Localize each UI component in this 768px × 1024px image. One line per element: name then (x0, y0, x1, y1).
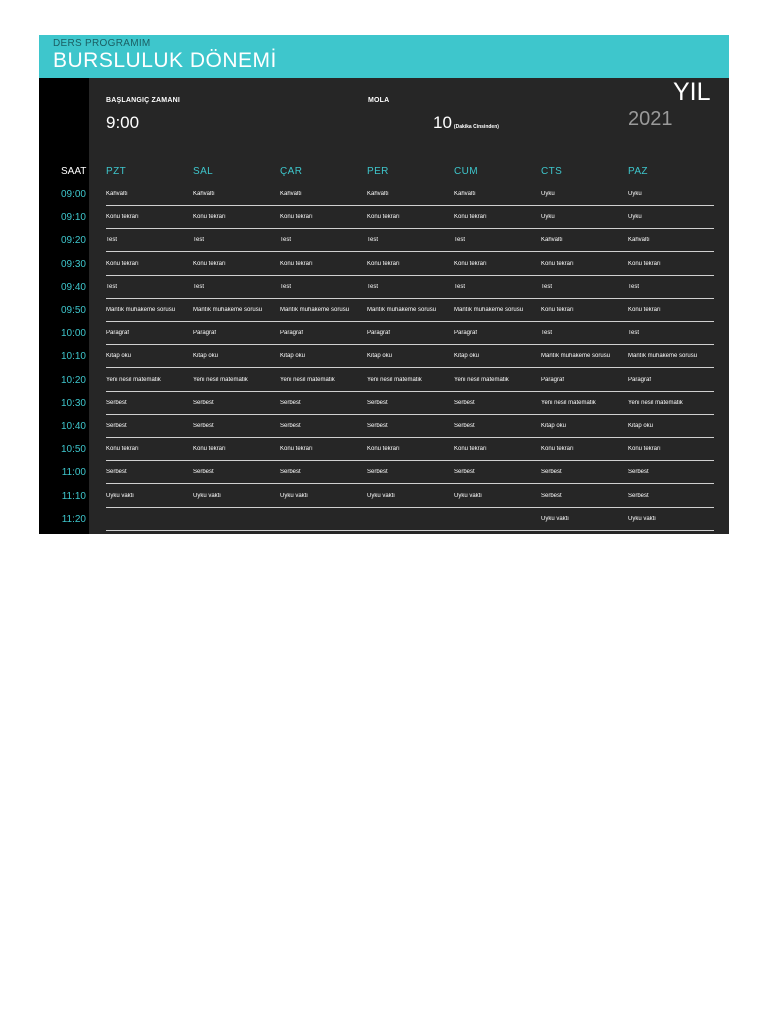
schedule-cell-wed[interactable]: Kitap oku (280, 353, 306, 360)
schedule-cell-fri[interactable]: Serbest (454, 423, 475, 429)
schedule-cell-sun[interactable]: Serbest (628, 469, 649, 476)
table-row (39, 253, 729, 276)
day-header-wed: ÇAR (280, 166, 303, 177)
schedule-cell-mon[interactable]: Konu tekrarı (106, 260, 139, 267)
schedule-cell-tue[interactable]: Serbest (193, 469, 214, 476)
schedule-cell-sun[interactable]: Serbest (628, 492, 649, 499)
time-column-header: SAAT (61, 166, 87, 177)
schedule-cell-sat[interactable]: Test (541, 283, 553, 290)
schedule-cell-fri[interactable]: Kitap oku (454, 353, 480, 360)
schedule-cell-thu[interactable]: Serbest (367, 399, 388, 406)
schedule-cell-sun[interactable]: Kahvaltı (628, 237, 650, 244)
schedule-cell-tue[interactable]: Serbest (193, 399, 214, 406)
schedule-cell-fri[interactable]: Kahvaltı (454, 191, 476, 197)
table-row (39, 369, 729, 392)
table-row (39, 276, 729, 299)
schedule-cell-tue[interactable]: Test (193, 283, 205, 290)
schedule-cell-sat[interactable]: Konu tekrarı (541, 307, 574, 313)
schedule-cell-sat[interactable]: Uyku (541, 214, 555, 221)
schedule-cell-mon[interactable]: Paragraf (106, 330, 130, 337)
schedule-cell-thu[interactable]: Konu tekrarı (367, 214, 400, 221)
row-divider (106, 530, 714, 531)
schedule-cell-sun[interactable]: Kitap oku (628, 423, 654, 429)
schedule-cell-wed[interactable]: Test (280, 283, 292, 290)
schedule-cell-fri[interactable]: Serbest (454, 399, 475, 406)
schedule-cell-wed[interactable]: Serbest (280, 469, 301, 476)
schedule-cell-fri[interactable]: Yeni nesil matematik (454, 376, 509, 383)
time-slot: 11:10 (61, 490, 86, 502)
page-title: BURSLULUK DÖNEMİ (53, 49, 277, 72)
schedule-cell-sat[interactable]: Paragraf (541, 376, 565, 383)
schedule-cell-wed[interactable]: Mantık muhakeme sorusu (280, 307, 350, 313)
day-header-sat: CTS (541, 166, 563, 177)
day-header-mon: PZT (106, 166, 127, 177)
schedule-cell-fri[interactable]: Konu tekrarı (454, 446, 487, 453)
time-slot: 10:10 (60, 351, 86, 363)
schedule-cell-tue[interactable]: Uyku vakti (193, 492, 221, 499)
schedule-cell-fri[interactable]: Uyku vakti (454, 492, 482, 499)
schedule-cell-thu[interactable]: Konu tekrarı (367, 446, 400, 453)
time-slot: 09:50 (60, 305, 86, 316)
break-label: MOLA (368, 97, 390, 104)
schedule-cell-sat[interactable]: Kitap oku (541, 423, 567, 429)
schedule-cell-sat[interactable]: Uyku (541, 191, 555, 197)
schedule-cell-fri[interactable]: Mantık muhakeme sorusu (454, 307, 524, 313)
schedule-cell-wed[interactable]: Serbest (280, 423, 301, 429)
year-value[interactable]: 2021 (628, 108, 673, 130)
schedule-cell-thu[interactable]: Mantık muhakeme sorusu (367, 307, 437, 313)
time-slot: 09:40 (60, 281, 86, 293)
schedule-cell-wed[interactable]: Paragraf (280, 330, 304, 337)
schedule-cell-wed[interactable]: Serbest (280, 399, 301, 406)
day-header-fri: CUM (454, 166, 478, 177)
time-slot: 09:10 (60, 212, 86, 224)
schedule-cell-sat[interactable]: Serbest (541, 492, 562, 499)
schedule-cell-sun[interactable]: Test (628, 283, 640, 290)
schedule-cell-fri[interactable]: Test (454, 283, 466, 290)
schedule-cell-sat[interactable]: Kahvaltı (541, 237, 563, 244)
schedule-cell-tue[interactable]: Konu tekrarı (193, 214, 226, 221)
schedule-cell-thu[interactable]: Uyku vakti (367, 492, 395, 499)
year-label: YIL (673, 78, 711, 106)
schedule-cell-mon[interactable]: Uyku vakti (106, 492, 134, 499)
schedule-cell-sun[interactable]: Paragraf (628, 376, 652, 383)
schedule-panel (39, 78, 729, 534)
schedule-cell-tue[interactable]: Yeni nesil matematik (193, 376, 248, 383)
table-row (39, 438, 729, 461)
schedule-cell-thu[interactable]: Test (367, 237, 379, 244)
table-row (39, 392, 729, 415)
table-row (39, 461, 729, 484)
schedule-cell-wed[interactable]: Konu tekrarı (280, 214, 313, 221)
schedule-cell-tue[interactable]: Mantık muhakeme sorusu (193, 307, 263, 313)
start-time-value[interactable]: 9:00 (106, 113, 140, 132)
schedule-cell-fri[interactable]: Serbest (454, 469, 475, 476)
day-header-sun: PAZ (628, 166, 648, 177)
table-row (39, 183, 729, 206)
schedule-cell-sun[interactable]: Test (628, 330, 640, 337)
schedule-cell-sat[interactable]: Yeni nesil matematik (541, 399, 596, 406)
time-slot: 09:20 (60, 235, 86, 247)
schedule-cell-tue[interactable]: Kahvaltı (193, 191, 215, 197)
schedule-cell-sun[interactable]: Yeni nesil matematik (628, 399, 683, 406)
start-time-label: BAŞLANGIÇ ZAMANI (106, 97, 180, 104)
schedule-cell-wed[interactable]: Yeni nesil matematik (280, 376, 335, 383)
schedule-cell-mon[interactable]: Yeni nesil matematik (106, 376, 161, 383)
schedule-cell-fri[interactable]: Test (454, 237, 466, 244)
schedule-cell-thu[interactable]: Serbest (367, 469, 388, 476)
break-unit-note: (Dakika Cinsinden) (453, 124, 499, 130)
schedule-cell-thu[interactable]: Kahvaltı (367, 191, 389, 197)
schedule-cell-mon[interactable]: Test (106, 237, 118, 244)
schedule-cell-sun[interactable]: Uyku (628, 214, 642, 221)
schedule-cell-thu[interactable]: Test (367, 283, 379, 290)
schedule-cell-sat[interactable]: Test (541, 330, 553, 337)
schedule-cell-mon[interactable]: Konu tekrarı (106, 446, 139, 453)
schedule-cell-sat[interactable]: Konu tekrarı (541, 446, 574, 453)
schedule-cell-mon[interactable]: Mantık muhakeme sorusu (106, 307, 176, 313)
break-value[interactable]: 10 (433, 113, 452, 132)
table-row (39, 415, 729, 438)
schedule-cell-sat[interactable]: Mantık muhakeme sorusu (541, 353, 611, 360)
schedule-cell-tue[interactable]: Paragraf (193, 330, 217, 337)
day-header-tue: SAL (193, 166, 214, 177)
break-value-group (433, 113, 499, 133)
schedule-cell-sun[interactable]: Uyku vakti (628, 515, 656, 522)
table-row (39, 206, 729, 229)
schedule-cell-mon[interactable]: Test (106, 283, 118, 290)
schedule-cell-thu[interactable]: Yeni nesil matematik (367, 376, 422, 383)
time-slot: 09:00 (60, 189, 86, 200)
table-row (39, 229, 729, 252)
time-slot: 10:30 (60, 397, 86, 409)
time-slot: 09:30 (60, 258, 86, 270)
schedule-cell-mon[interactable]: Serbest (106, 423, 127, 429)
schedule-cell-wed[interactable]: Konu tekrarı (280, 260, 313, 267)
schedule-cell-thu[interactable]: Serbest (367, 423, 388, 429)
time-slot: 10:50 (60, 444, 86, 456)
schedule-cell-wed[interactable]: Uyku vakti (280, 492, 308, 499)
table-row (39, 345, 729, 368)
schedule-cell-sat[interactable]: Uyku vakti (541, 515, 569, 522)
schedule-cell-mon[interactable]: Kitap oku (106, 353, 132, 360)
table-row (39, 322, 729, 345)
header-banner (39, 35, 729, 78)
schedule-cell-sun[interactable]: Mantık muhakeme sorusu (628, 353, 698, 360)
time-slot: 10:40 (60, 421, 86, 432)
schedule-cell-mon[interactable]: Serbest (106, 469, 127, 476)
schedule-sheet (39, 35, 729, 534)
schedule-cell-sun[interactable]: Konu tekrarı (628, 307, 661, 313)
schedule-cell-wed[interactable]: Kahvaltı (280, 191, 302, 197)
schedule-cell-tue[interactable]: Serbest (193, 423, 214, 429)
table-row (39, 508, 729, 531)
schedule-cell-mon[interactable]: Serbest (106, 399, 127, 406)
schedule-cell-wed[interactable]: Test (280, 237, 292, 244)
page-subtitle: DERS PROGRAMIM (53, 38, 151, 49)
schedule-cell-thu[interactable]: Paragraf (367, 330, 391, 337)
schedule-cell-sat[interactable]: Serbest (541, 469, 562, 476)
schedule-cell-fri[interactable]: Konu tekrarı (454, 214, 487, 221)
schedule-cell-fri[interactable]: Konu tekrarı (454, 260, 487, 267)
schedule-cell-tue[interactable]: Konu tekrarı (193, 446, 226, 453)
day-header-thu: PER (367, 166, 389, 177)
schedule-cell-tue[interactable]: Test (193, 237, 205, 244)
time-slot: 10:20 (60, 374, 86, 386)
schedule-cell-mon[interactable]: Konu tekrarı (106, 214, 139, 221)
time-slot: 10:00 (60, 328, 86, 340)
time-slot: 11:00 (61, 467, 86, 479)
schedule-cell-sun[interactable]: Konu tekrarı (628, 260, 661, 267)
schedule-cell-sat[interactable]: Konu tekrarı (541, 260, 574, 267)
time-slot: 11:20 (61, 513, 86, 525)
schedule-cell-tue[interactable]: Konu tekrarı (193, 260, 226, 267)
schedule-cell-fri[interactable]: Paragraf (454, 330, 478, 337)
table-row (39, 485, 729, 508)
schedule-cell-thu[interactable]: Kitap oku (367, 353, 393, 360)
schedule-cell-sun[interactable]: Uyku (628, 191, 642, 197)
schedule-cell-sun[interactable]: Konu tekrarı (628, 446, 661, 453)
table-row (39, 299, 729, 322)
schedule-cell-mon[interactable]: Kahvaltı (106, 191, 128, 197)
schedule-cell-wed[interactable]: Konu tekrarı (280, 446, 313, 453)
schedule-cell-thu[interactable]: Konu tekrarı (367, 260, 400, 267)
schedule-cell-tue[interactable]: Kitap oku (193, 353, 219, 360)
